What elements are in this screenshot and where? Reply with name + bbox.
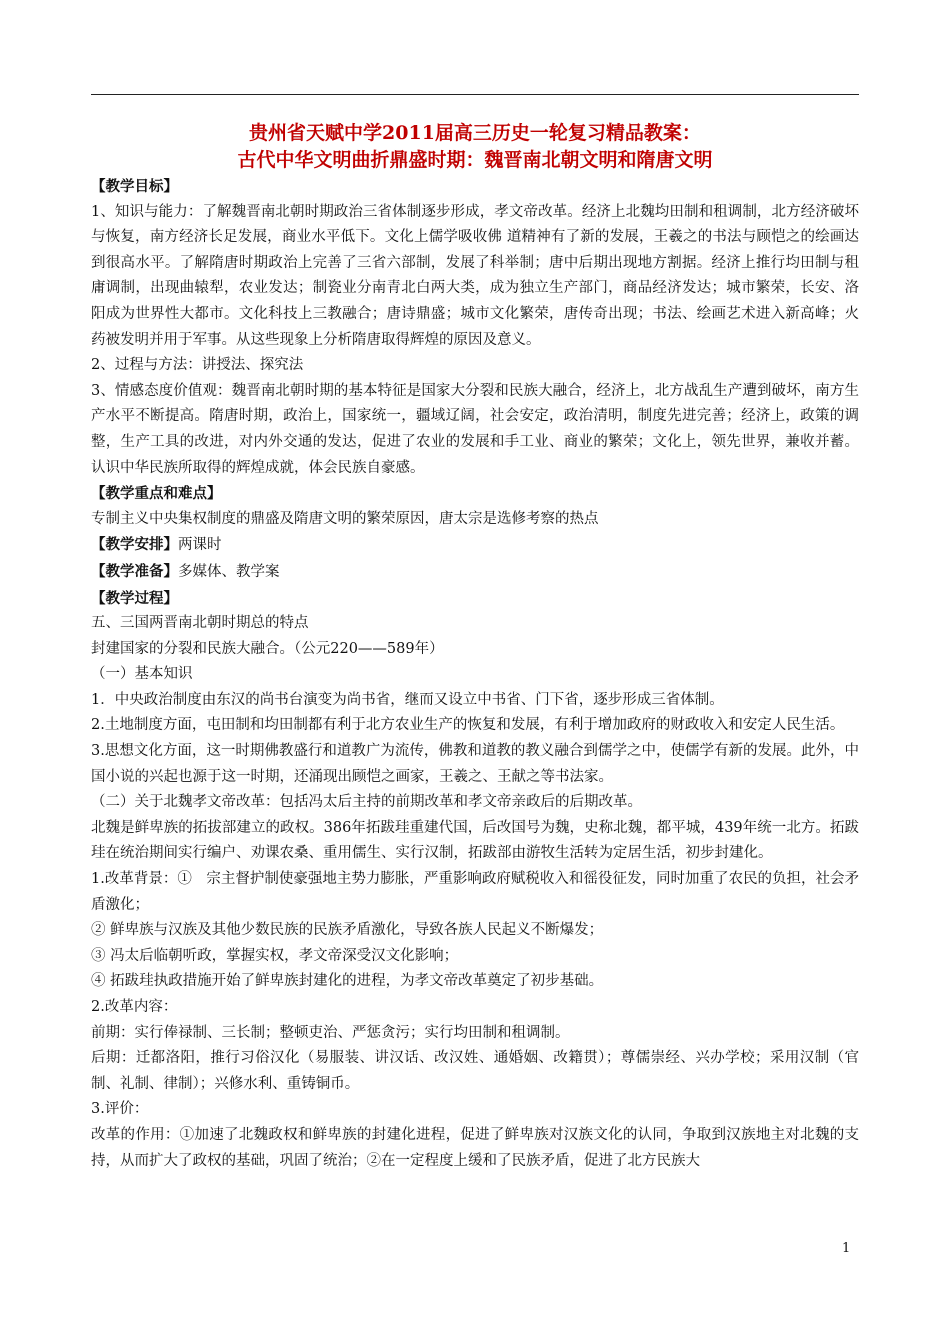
document-body: [91, 174, 859, 1174]
process-line: 封建国家的分裂和民族大融合。（公元220——589年）: [91, 640, 444, 657]
section-heading-key-points: 【教学重点和难点】: [91, 485, 222, 503]
line-schedule: [91, 532, 859, 559]
process-line: 后期：迁都洛阳，推行习俗汉化（易服装、讲汉话、改汉姓、通婚姻、改籍贯）；尊儒崇经、兴办学校；采用汉制（官制、礼制、律制）；兴修水利、重铸铜币。: [91, 1050, 859, 1092]
paragraph-values: 3、情感态度价值观：魏晋南北朝时期的基本特征是国家大分裂和民族大融合，经济上，北方战乱生产遭到破坏，南方生产水平不断提高。隋唐时期，政治上，国家统一，疆域辽阔，社会安定，政治清明，制度先进完善；经济上，政策的调整，生产工具的改进，对内外交通的发达，促进了农业的发展和手工业、商业的繁荣；文化上，领先世界，兼收并蓄。认识中华民族所取得的辉煌成就，体会民族自豪感。: [91, 382, 859, 476]
process-line: 改革的作用：①加速了北魏政权和鲜卑族的封建化进程，促进了鲜卑族对汉族文化的认同，争取到汉族地主对北魏的支持，从而扩大了政权的基础，巩固了统治；②在一定程度上缓和了民族矛盾，促进了北方民族大: [91, 1126, 859, 1169]
process-line: 北魏是鲜卑族的拓拔部建立的政权。386年拓跋珪重建代国，后改国号为魏，史称北魏，都平城，439年统一北方。拓跋珪在统治期间实行编户、劝课农桑、重用儒生、实行汉制，拓跋部由游牧生活转为定居生活，初步封建化。: [91, 819, 859, 862]
paragraph-key-points: 专制主义中央集权制度的鼎盛及隋唐文明的繁荣原因，唐太宗是选修考察的热点: [91, 510, 599, 527]
process-line: ② 鲜卑族与汉族及其他少数民族的民族矛盾激化，导致各族人民起义不断爆发；: [91, 922, 604, 939]
process-line: （一）基本知识: [91, 666, 193, 683]
section-heading-prep: 【教学准备】: [91, 562, 178, 580]
process-line: 1.改革背景：① 宗主督护制使豪强地主势力膨胀，严重影响政府赋税收入和徭役征发，同时加重了农民的负担，社会矛盾激化；: [91, 871, 859, 913]
process-line: ③ 冯太后临朝听政，掌握实权，孝文帝深受汉文化影响；: [91, 947, 459, 964]
section-heading-schedule: 【教学安排】: [91, 536, 178, 554]
process-line: 3.评价：: [91, 1101, 149, 1118]
process-line: 前期：实行俸禄制、三长制；整顿吏治、严惩贪污；实行均田制和租调制。: [91, 1024, 570, 1041]
section-heading-goals: 【教学目标】: [91, 178, 178, 195]
page-number: 1: [842, 1241, 851, 1256]
document-title-line1: 贵州省天赋中学2011届高三历史一轮复习精品教案：: [249, 122, 701, 144]
section-heading-process: 【教学过程】: [91, 589, 178, 607]
process-line: 3.思想文化方面，这一时期佛教盛行和道教广为流传，佛教和道教的教义融合到儒学之中，使儒学有新的发展。此外，中国小说的兴起也源于这一时期，还涌现出顾恺之画家，王羲之、王献之等书法家。: [91, 743, 859, 785]
process-line: 2.改革内容：: [91, 999, 178, 1015]
document-title-line2: 古代中华文明曲折鼎盛时期：魏晋南北朝文明和隋唐文明: [237, 149, 713, 171]
paragraph-knowledge: 1、知识与能力：了解魏晋南北朝时期政治三省体制逐步形成，孝文帝改革。经济上北魏均田制和租调制，北方经济破坏与恢复，南方经济长足发展，商业水平低下。文化上儒学吸收佛 道精神有了新的发展，王羲之的书法与顾恺之的绘画达到很高水平。了解隋唐时期政治上完善了三省六部制，发展了科举制；唐中后期出现地方割据。经济上推行均田制与租庸调制，出现曲辕犁，农业发达；制瓷业分南青北白两大类，成为独立生产部门，商品经济发达；城市繁荣，长安、洛阳成为世界性大都市。文化科技上三教融合；唐诗鼎盛；城市文化繁荣，唐传奇出现；书法、绘画艺术进入新高峰；火药被发明并用于军事。从这些现象上分析隋唐取得辉煌的原因及意义。: [91, 203, 859, 348]
process-line: 五、三国两晋南北朝时期总的特点: [91, 615, 309, 632]
header-rule: [91, 94, 859, 95]
schedule-text: 两课时: [178, 537, 222, 554]
process-line: 1．中央政治制度由东汉的尚书台演变为尚书省，继而又设立中书省、门下省，逐步形成三省体制。: [91, 691, 724, 708]
line-prep: [91, 559, 859, 586]
prep-text: 多媒体、教学案: [178, 563, 280, 580]
process-line: （二）关于北魏孝文帝改革：包括冯太后主持的前期改革和孝文帝亲政后的后期改革。: [91, 794, 642, 811]
process-line: ④ 拓跋珪执政措施开始了鲜卑族封建化的进程，为孝文帝改革奠定了初步基础。: [91, 973, 604, 990]
process-line: 2.土地制度方面，屯田制和均田制都有利于北方农业生产的恢复和发展，有利于增加政府的财政收入和安定人民生活。: [91, 717, 845, 734]
paragraph-method: 2、过程与方法：讲授法、探究法: [91, 357, 304, 374]
